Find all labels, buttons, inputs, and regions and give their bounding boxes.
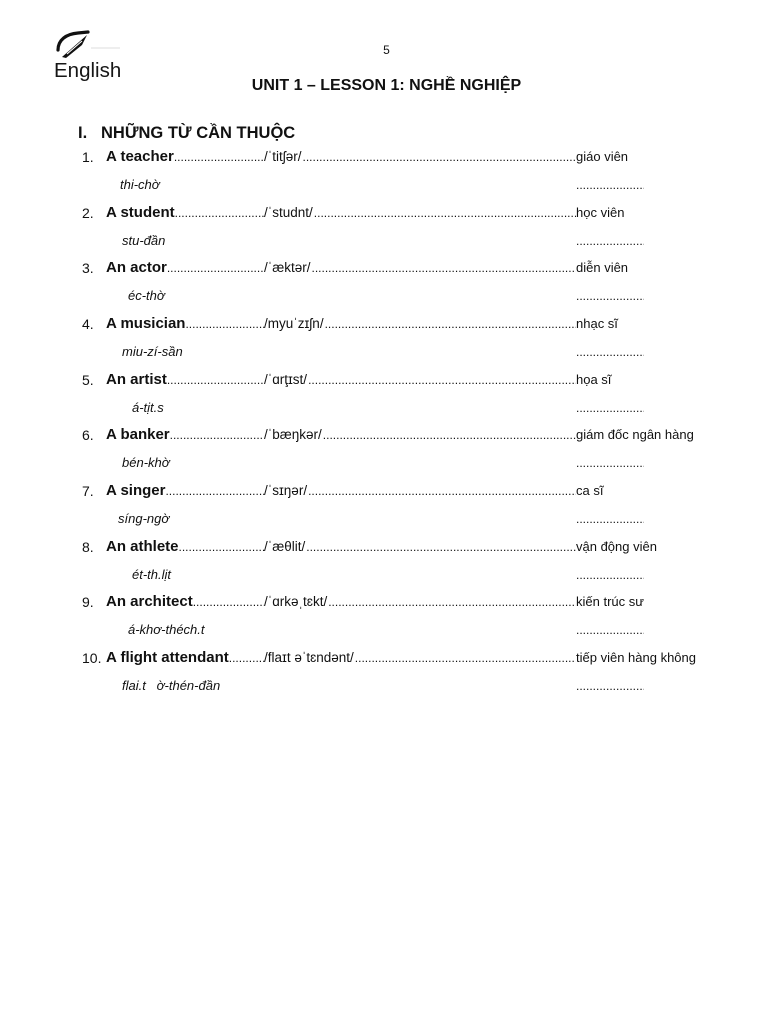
entry-ipa: /flaɪt əˈtɛndənt/ — [264, 650, 354, 665]
dot-leader — [325, 314, 576, 334]
vocab-entry — [0, 147, 768, 167]
answer-blank — [576, 286, 644, 306]
dot-leader — [165, 481, 264, 501]
ipa-column — [264, 203, 576, 223]
entry-meaning: giáo viên — [576, 149, 629, 164]
entry-pronunciation: flai.t ờ-thén-đần — [122, 678, 221, 693]
ipa-column — [264, 314, 576, 334]
dot-leader — [308, 481, 576, 501]
vocab-pronunciation-line — [0, 398, 768, 418]
entry-term: A singer — [106, 482, 166, 499]
vocab-entry — [0, 648, 768, 668]
term-column — [106, 370, 264, 390]
entry-ipa: /myuˈzɪʃn/ — [264, 316, 324, 331]
vocab-entry — [0, 203, 768, 223]
ipa-column — [264, 537, 576, 557]
ipa-column — [264, 147, 576, 167]
entry-pronunciation: thi-chờ — [120, 177, 160, 192]
entry-meaning: vận động viên — [576, 538, 657, 554]
vocab-pronunciation-line — [0, 620, 768, 640]
entry-pronunciation: á-khơ-théch.t — [128, 622, 205, 638]
vocab-pronunciation-line — [0, 231, 768, 251]
answer-blank — [576, 620, 644, 640]
entry-meaning: ca sĩ — [576, 483, 604, 498]
term-column — [106, 425, 264, 445]
vocab-entry — [0, 425, 768, 445]
entry-term: A student — [106, 203, 175, 221]
term-column — [106, 481, 264, 501]
logo-wordmark: English — [54, 59, 122, 82]
dot-leader — [328, 592, 576, 612]
vocab-entry — [0, 258, 768, 278]
vocab-entry — [0, 314, 768, 334]
entry-term: An athlete — [106, 537, 179, 555]
page-title: UNIT 1 – LESSON 1: NGHỀ NGHIỆP — [251, 77, 522, 94]
page-number: 5 — [383, 43, 390, 57]
entry-number: 5. — [82, 371, 94, 388]
dot-leader — [355, 648, 576, 668]
entry-number: 9. — [82, 594, 94, 611]
ipa-column — [264, 258, 576, 278]
dot-leader — [323, 425, 576, 445]
vocab-pronunciation-line — [0, 453, 768, 473]
term-column — [106, 258, 264, 278]
entry-pronunciation: síng-ngờ — [118, 511, 170, 526]
vocab-pronunciation-line — [0, 286, 768, 306]
vocab-pronunciation-line — [0, 565, 768, 585]
dot-leader — [170, 425, 264, 445]
ipa-column — [264, 425, 576, 445]
entry-pronunciation: stu-đần — [122, 232, 166, 248]
vocab-pronunciation-line — [0, 509, 768, 529]
entry-meaning: học viên — [576, 204, 625, 220]
answer-blank — [576, 453, 644, 473]
term-column — [106, 203, 264, 223]
section-heading: NHỮNG TỪ CẦN THUỘC — [101, 124, 296, 142]
entry-term: A banker — [106, 426, 170, 444]
entry-meaning: giám đốc ngân hàng — [576, 427, 694, 443]
entry-number: 4. — [82, 316, 94, 332]
vocab-pronunciation-line — [0, 676, 768, 696]
ipa-column — [264, 592, 576, 612]
entry-number: 2. — [82, 204, 94, 221]
entry-ipa: /ˈɑrkəˌtɛkt/ — [264, 594, 328, 610]
dot-leader — [167, 258, 264, 278]
answer-blank — [576, 565, 644, 585]
entry-term: An artist — [106, 370, 167, 388]
term-column — [106, 648, 264, 668]
vocab-entry — [0, 481, 768, 501]
entry-meaning: tiếp viên hàng không — [576, 650, 696, 665]
entry-term: A teacher — [106, 148, 174, 165]
entry-meaning: kiến trúc sư — [576, 594, 644, 610]
vocab-pronunciation-line — [0, 342, 768, 362]
term-column — [106, 537, 264, 557]
term-column — [106, 314, 264, 334]
entry-ipa: /ˈbæŋkər/ — [264, 427, 322, 443]
entry-ipa: /ˈæθlit/ — [264, 538, 306, 554]
entry-pronunciation: miu-zí-sần — [122, 344, 183, 359]
answer-blank — [576, 676, 644, 696]
vocab-entry — [0, 370, 768, 390]
entry-term: A flight attendant — [106, 649, 229, 666]
entry-number: 6. — [82, 427, 94, 444]
answer-blank — [576, 342, 644, 362]
entry-pronunciation: éc-thờ — [128, 288, 165, 304]
entry-meaning: nhạc sĩ — [576, 316, 618, 331]
entry-number: 7. — [82, 483, 94, 499]
vocab-entry — [0, 592, 768, 612]
entry-meaning: họa sĩ — [576, 371, 612, 387]
vocab-pronunciation-line — [0, 175, 768, 195]
term-column — [106, 592, 264, 612]
entry-pronunciation: ét-th.lịt — [132, 566, 172, 582]
dot-leader — [174, 147, 264, 167]
answer-blank — [576, 398, 644, 418]
entry-ipa: /ˈstudnt/ — [264, 204, 313, 220]
entry-term: A musician — [106, 315, 186, 332]
entry-ipa: /ˈɑrţɪst/ — [264, 371, 308, 387]
entry-term: An architect — [106, 593, 193, 611]
vocab-entry — [0, 537, 768, 557]
entry-number: 10. — [82, 650, 102, 666]
entry-number: 8. — [82, 538, 94, 555]
entry-number: 3. — [82, 260, 94, 277]
entry-ipa: /ˈtitʃər/ — [264, 149, 302, 164]
entry-pronunciation: á-tịt.s — [132, 399, 164, 415]
dot-leader — [308, 370, 576, 390]
dot-leader — [312, 258, 576, 278]
entry-meaning: diễn viên — [576, 260, 629, 276]
entry-ipa: /ˈæktər/ — [264, 260, 311, 276]
dot-leader — [167, 370, 264, 390]
section-number: I. — [78, 124, 88, 142]
entry-term: An actor — [106, 259, 167, 277]
dot-leader — [185, 314, 264, 334]
answer-blank — [576, 509, 644, 529]
ipa-column — [264, 648, 576, 668]
dot-leader — [175, 203, 264, 223]
answer-blank — [576, 231, 644, 251]
dot-leader — [229, 648, 264, 668]
entry-ipa: /ˈsɪŋər/ — [264, 483, 308, 498]
term-column — [106, 147, 264, 167]
dot-leader — [306, 537, 576, 557]
ipa-column — [264, 370, 576, 390]
entry-number: 1. — [82, 149, 94, 165]
dot-leader — [303, 147, 576, 167]
dot-leader — [314, 203, 576, 223]
answer-blank — [576, 175, 644, 195]
ipa-column — [264, 481, 576, 501]
dot-leader — [193, 592, 264, 612]
dot-leader — [179, 537, 264, 557]
entry-pronunciation: bén-khờ — [122, 455, 170, 471]
